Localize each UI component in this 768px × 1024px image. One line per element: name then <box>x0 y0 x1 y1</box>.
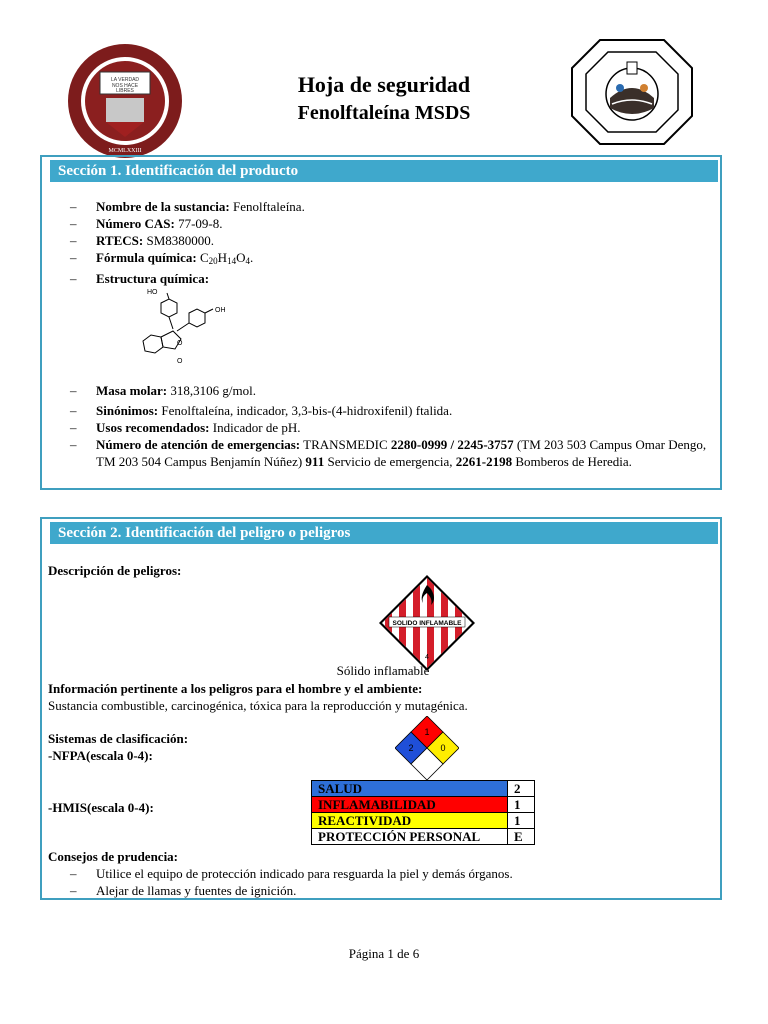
svg-text:2: 2 <box>408 743 414 753</box>
svg-text:NOS HACE: NOS HACE <box>111 83 139 89</box>
list-item: – Estructura química: <box>70 270 305 287</box>
hazard-description-label: Descripción de peligros: <box>48 563 182 578</box>
list-item: – Alejar de llamas y fuentes de ignición. <box>70 882 513 899</box>
product-id-list <box>70 198 305 287</box>
svg-text:OH: OH <box>215 307 226 314</box>
nfpa-label: -NFPA(escala 0-4): <box>48 748 153 763</box>
hmis-value: 2 <box>508 781 535 797</box>
hmis-name: REACTIVIDAD <box>312 813 508 829</box>
table-row <box>312 781 535 797</box>
list-item: – Utilice el equipo de protección indicado para resguarda la piel y demás órganos. <box>70 865 513 882</box>
nfpa-diamond-icon <box>395 716 459 780</box>
document-subtitle: Fenolftaleína MSDS <box>297 102 471 124</box>
svg-text:O: O <box>177 340 183 347</box>
svg-text:1: 1 <box>424 727 430 737</box>
svg-text:SOLIDO INFLAMABLE: SOLIDO INFLAMABLE <box>392 620 462 627</box>
emergency-contacts: – Número de atención de emergencias: TRANSMEDIC 2280-0999 / 2245-3757 (TM 203 503 Campus Omar Dengo, TM 203 504 Campus Benjamín Núñez) 911 Servicio de emergencia, 2261-2198 Bomberos de Heredia. <box>70 436 710 470</box>
svg-text:LIBRES: LIBRES <box>116 88 134 94</box>
escuela-quimica-logo <box>570 38 694 146</box>
svg-text:HO: HO <box>147 289 158 296</box>
list-item: – RTECS: SM8380000. <box>70 232 305 249</box>
svg-text:MCMLXXIII: MCMLXXIII <box>108 148 142 154</box>
svg-text:0: 0 <box>440 743 446 753</box>
product-details-list <box>70 382 710 470</box>
svg-text:LA VERDAD: LA VERDAD <box>110 77 140 83</box>
systems-label: Sistemas de clasificación: <box>48 731 189 746</box>
advice-label: Consejos de prudencia: <box>48 849 179 864</box>
list-item: – Fórmula química: $C_{20}H_{14}O_4$. <box>70 249 305 270</box>
svg-text:4: 4 <box>425 654 429 661</box>
chemical-structure <box>137 287 247 367</box>
flammable-solid-sign-icon <box>379 575 475 671</box>
table-row <box>312 813 535 829</box>
chemical-formula: $C_{20}H_{14}O_4$. <box>200 250 254 266</box>
section-1 <box>40 155 722 490</box>
table-row <box>312 797 535 813</box>
advice-list <box>70 865 513 899</box>
svg-text:O: O <box>177 358 183 365</box>
hmis-value: 1 <box>508 797 535 813</box>
table-row <box>312 829 535 845</box>
list-item: – Número CAS: 77-09-8. <box>70 215 305 232</box>
hmis-table <box>311 780 535 845</box>
document-title: Hoja de seguridad <box>297 72 471 97</box>
section-2 <box>40 517 722 900</box>
hmis-value: E <box>508 829 535 845</box>
list-item: – Masa molar: 318,3106 g/mol. <box>70 382 710 399</box>
section-1-heading: Sección 1. Identificación del producto <box>50 160 718 182</box>
info-label: Información pertinente a los peligros para el hombre y el ambiente: <box>48 681 423 696</box>
hmis-value: 1 <box>508 813 535 829</box>
hmis-label: -HMIS(escala 0-4): <box>48 800 154 815</box>
hmis-name: PROTECCIÓN PERSONAL <box>312 829 508 845</box>
hmis-name: SALUD <box>312 781 508 797</box>
universidad-nacional-logo <box>66 42 184 160</box>
list-item: – Usos recomendados: Indicador de pH. <box>70 419 710 436</box>
section-2-heading: Sección 2. Identificación del peligro o peligros <box>50 522 718 544</box>
list-item: – Nombre de la sustancia: Fenolftaleína. <box>70 198 305 215</box>
info-text: Sustancia combustible, carcinogénica, tóxica para la reproducción y mutagénica. <box>48 698 468 713</box>
sign-caption: Sólido inflamable <box>336 663 430 678</box>
list-item: – Sinónimos: Fenolftaleína, indicador, 3,3-bis-(4-hidroxifenil) ftalida. <box>70 402 710 419</box>
hmis-name: INFLAMABILIDAD <box>312 797 508 813</box>
page-number: Página 1 de 6 <box>348 946 420 961</box>
